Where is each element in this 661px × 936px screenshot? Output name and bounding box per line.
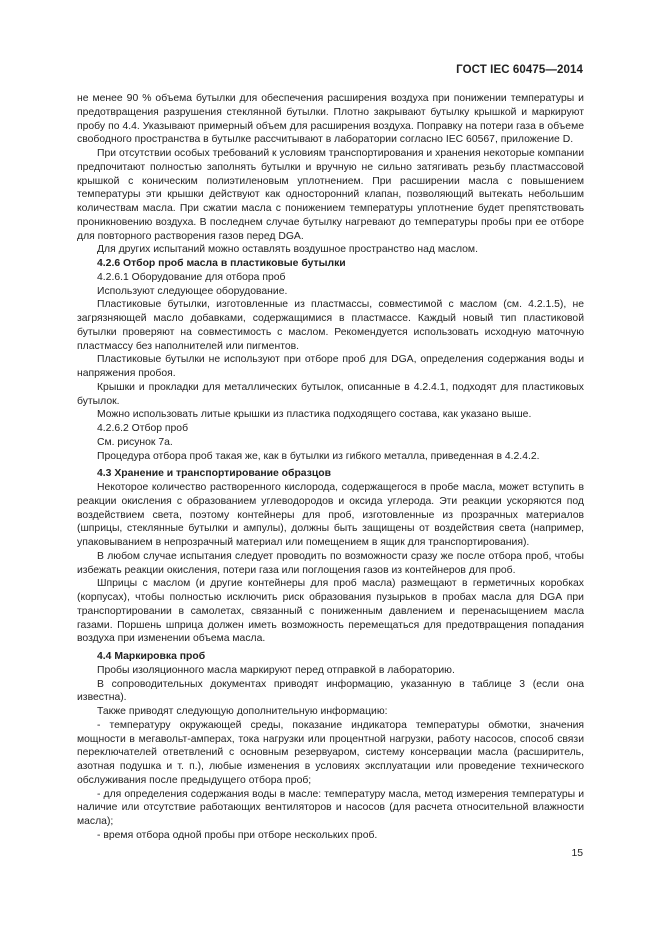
paragraph: Пробы изоляционного масла маркируют перед отправкой в лабораторию. <box>97 664 455 676</box>
section-heading: 4.3 Хранение и транспортирование образцов <box>97 468 331 480</box>
paragraph: См. рисунок 7а. <box>97 436 173 448</box>
paragraph: Некоторое количество растворенного кислорода, содержащегося в пробе масла, может вступить в реакции окисления с образованием углеводородов и оксида углерода. Эти реакции ускоряются под воздействием света, поэтому контейнеры для проб, изготовленные из прозрачных материалов (шприцы, стеклянные бутылки и ампулы), должны быть защищены от воздействия света (например, упаковыванием в непрозрачный материал или помещением в ящик для транспортирования). <box>77 482 584 548</box>
paragraph: Для других испытаний можно оставлять воздушное пространство над маслом. <box>97 244 478 256</box>
paragraph: В сопроводительных документах приводят информацию, указанную в таблице 3 (если она известна). <box>77 678 584 704</box>
paragraph: 4.2.6.1 Оборудование для отбора проб <box>97 271 286 283</box>
paragraph: не менее 90 % объема бутылки для обеспечения расширения воздуха при понижении температуры и предотвращения разрушения стеклянной бутылки. Плотно закрывают бутылку крышкой и маркируют пробу по 4.4. Указывают примерный объем для расширения воздуха. Поправку на потери газа в объеме свободного пространства в бутылке рассчитывают в лаборатории согласно IEC 60567, приложение D. <box>77 93 584 146</box>
paragraph: Используют следующее оборудование. <box>97 285 288 297</box>
paragraph: Шприцы с маслом (и другие контейнеры для проб масла) размещают в герметичных коробках (корпусах), чтобы полностью исключить риск образования пузырьков в пробах масла для DGA при транспортировании в самолетах, связанный с пониженным давлением и перенасыщением масла газами. Поршень шприца должен иметь возможность перемещаться для предотвращения попадания воздуха при изменении объема масла. <box>77 578 584 645</box>
page-number: 15 <box>571 848 583 859</box>
paragraph: В любом случае испытания следует проводить по возможности сразу же после отбора проб, чтобы избежать реакции окисления, потери газа или поглощения газов из контейнеров для проб. <box>77 550 584 576</box>
paragraph: Крышки и прокладки для металлических бутылок, описанные в 4.2.4.1, подходят для пластиковых бутылок. <box>77 381 584 407</box>
section-heading: 4.2.6 Отбор проб масла в пластиковые бутылки <box>97 258 346 269</box>
paragraph: Пластиковые бутылки не используют при отборе проб для DGA, определения содержания воды и напряжения пробоя. <box>77 354 584 379</box>
paragraph: Процедура отбора проб такая же, как в бутылки из гибкого металла, приведенная в 4.2.4.2. <box>97 450 540 462</box>
document-header-id: ГОСТ IEC 60475—2014 <box>456 64 583 76</box>
section-heading: 4.4 Маркировка проб <box>97 651 206 662</box>
paragraph: - температуру окружающей среды, показание индикатора температуры обмотки, значения мощности в мегавольт-амперах, тока нагрузки или процентной нагрузки, работу насосов, способ связи переключателей ответвлений с основным резервуаром, систему консервации масла (расширитель, азотная подушка и т. п.), любые изменения в условиях эксплуатации или проведение технического обслуживания после предыдущего отбора проб; <box>77 719 584 786</box>
paragraph: Также приводят следующую дополнительную информацию: <box>97 706 388 717</box>
paragraph: - время отбора одной пробы при отборе нескольких проб. <box>97 829 378 841</box>
document-body <box>77 92 584 843</box>
paragraph: - для определения содержания воды в масле: температуру масла, метод измерения температуры и наличие или отсутствие работающих вентиляторов и насосов (для расчета относительной влажности масла); <box>77 788 584 827</box>
paragraph: При отсутствии особых требований к условиям транспортирования и хранения некоторые компании предпочитают полностью заполнять бутылки и вручную не сильно затягивать резьбу пластмассовой крышкой с коническим полиэтиленовым уплотнением. При расширении масла с повышением температуры эти крышки действуют как односторонний клапан, позволяющий вытекать небольшим количествам масла. При сжатии масла с понижением температуры уплотнение будет препятствовать проникновению воздуха. В последнем случае бутылку нагревают до температуры пробы при ее отборе для повторного растворения газов перед DGA. <box>77 148 584 242</box>
paragraph: Можно использовать литые крышки из пластика подходящего состава, как указано выше. <box>97 409 532 421</box>
paragraph: 4.2.6.2 Отбор проб <box>97 423 189 434</box>
paragraph: Пластиковые бутылки, изготовленные из пластмассы, совместимой с маслом (см. 4.2.1.5), не загрязняющей масло добавками, содержащимися в пластмассе. Каждый новый тип пластиковой бутылки проверяют на совместимость с маслом. Рекомендуется использовать исходную маточную пластмассу без наполнителей или пигментов. <box>77 299 584 352</box>
